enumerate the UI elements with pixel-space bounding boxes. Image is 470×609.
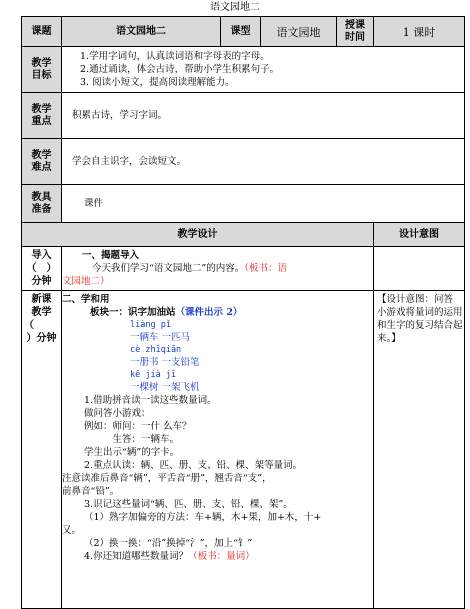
objectives-content: 1.学用字词句，认真读词语和字母表的字母。 2.通过诵读，体会古诗，帮助小学生积累句子。 3. 阅读小短文，提高阅读理解能力。: [62, 47, 465, 93]
pinyin-line: kē jià jī: [130, 370, 177, 380]
word-line: 一辆车 一匹马: [130, 332, 191, 343]
intro-intent: [374, 247, 465, 291]
word-line: 一册书 一支铅笔: [130, 357, 200, 368]
focus-label: 教学 重点: [22, 93, 62, 139]
learn-row: [22, 291, 465, 609]
pinyin-list: [62, 319, 373, 394]
focus-content: 积累古诗，学习字词。: [62, 93, 465, 139]
step-line: 1.借助拼音读一读这些数量词。: [84, 395, 217, 406]
step-line: 前鼻音“铅”。: [62, 486, 120, 497]
header-time-value: 1 课时: [374, 17, 465, 47]
learn-label: 新课 教学 （ ）分钟: [22, 291, 62, 609]
step-line: （1）熟字加偏旁的方法：车+辆，木+果，加+木，十+: [84, 512, 322, 523]
pinyin-line: cè zhīqiān: [130, 345, 182, 355]
intro-heading: 一、揭题导入: [82, 250, 140, 261]
learn-block-title: 板块一：识字加油站（课件出示 2）: [90, 307, 243, 318]
difficulty-content: 学会自主识字，会读短文。: [62, 139, 465, 185]
header-topic-value: 语文园地二: [62, 17, 221, 47]
design-header-left: 教学设计: [22, 223, 374, 247]
header-label-type: 课型: [221, 17, 261, 47]
lesson-plan-table: [21, 16, 465, 609]
step-line: 例如：师问：一什 么车？: [84, 421, 192, 432]
document-title: 语文园地二: [210, 2, 260, 13]
step-line: （2）换一换：“沿”换掉“氵”，加上“钅”: [84, 538, 253, 549]
learn-heading: 二、学和用: [62, 294, 110, 305]
tools-content: 课件: [62, 185, 465, 223]
design-header-right: 设计意图: [374, 223, 465, 247]
difficulty-label: 教学 难点: [22, 139, 62, 185]
step-line: 2.重点认读：辆、匹、册、支、铅、棵、架等量词。: [84, 460, 303, 471]
objectives-row: [22, 47, 465, 93]
step-line: 学生出示“辆”的字卡。: [84, 447, 180, 458]
step-line: 做问答小游戏：: [84, 408, 151, 419]
intro-row: [22, 247, 465, 291]
header-row: [22, 17, 465, 47]
focus-row: [22, 93, 465, 139]
word-line: 一棵树 一架飞机: [130, 382, 200, 393]
intro-text: 今天我们学习“语文园地二”的内容。（板书：语: [92, 263, 287, 274]
intro-content: [62, 247, 374, 291]
step-line: 3.识记这些量词“辆、匹、册、支、铅、棵、架”。: [84, 499, 293, 510]
header-label-topic: 课题: [22, 17, 62, 47]
step-line-last: 4.你还知道哪些数量词？（板书：量词）: [84, 551, 255, 562]
design-header-row: [22, 223, 465, 247]
tools-label: 教具 准备: [22, 185, 62, 223]
intro-note: 文园地二）: [62, 276, 110, 287]
tools-row: [22, 185, 465, 223]
difficulty-row: [22, 139, 465, 185]
header-label-time: 授课 时间: [337, 17, 374, 47]
learn-content: [62, 291, 374, 609]
objectives-label: 教学 目标: [22, 47, 62, 93]
learn-intent: 【设计意图：问答 小游戏将量词的运用 和生字的复习结合起 来。】: [374, 291, 465, 609]
intro-label: 导入 （ ） 分钟: [22, 247, 62, 291]
steps-list: [62, 394, 373, 563]
step-line: 生答：一辆车。: [84, 434, 180, 445]
step-line: 注意读准后鼻音“辆”，平舌音“册”，翘舌音“支”，: [62, 473, 272, 484]
pinyin-line: liàng pǐ: [130, 320, 171, 330]
step-line: 又。: [62, 525, 82, 536]
header-type-value: 语文园地: [261, 17, 337, 47]
